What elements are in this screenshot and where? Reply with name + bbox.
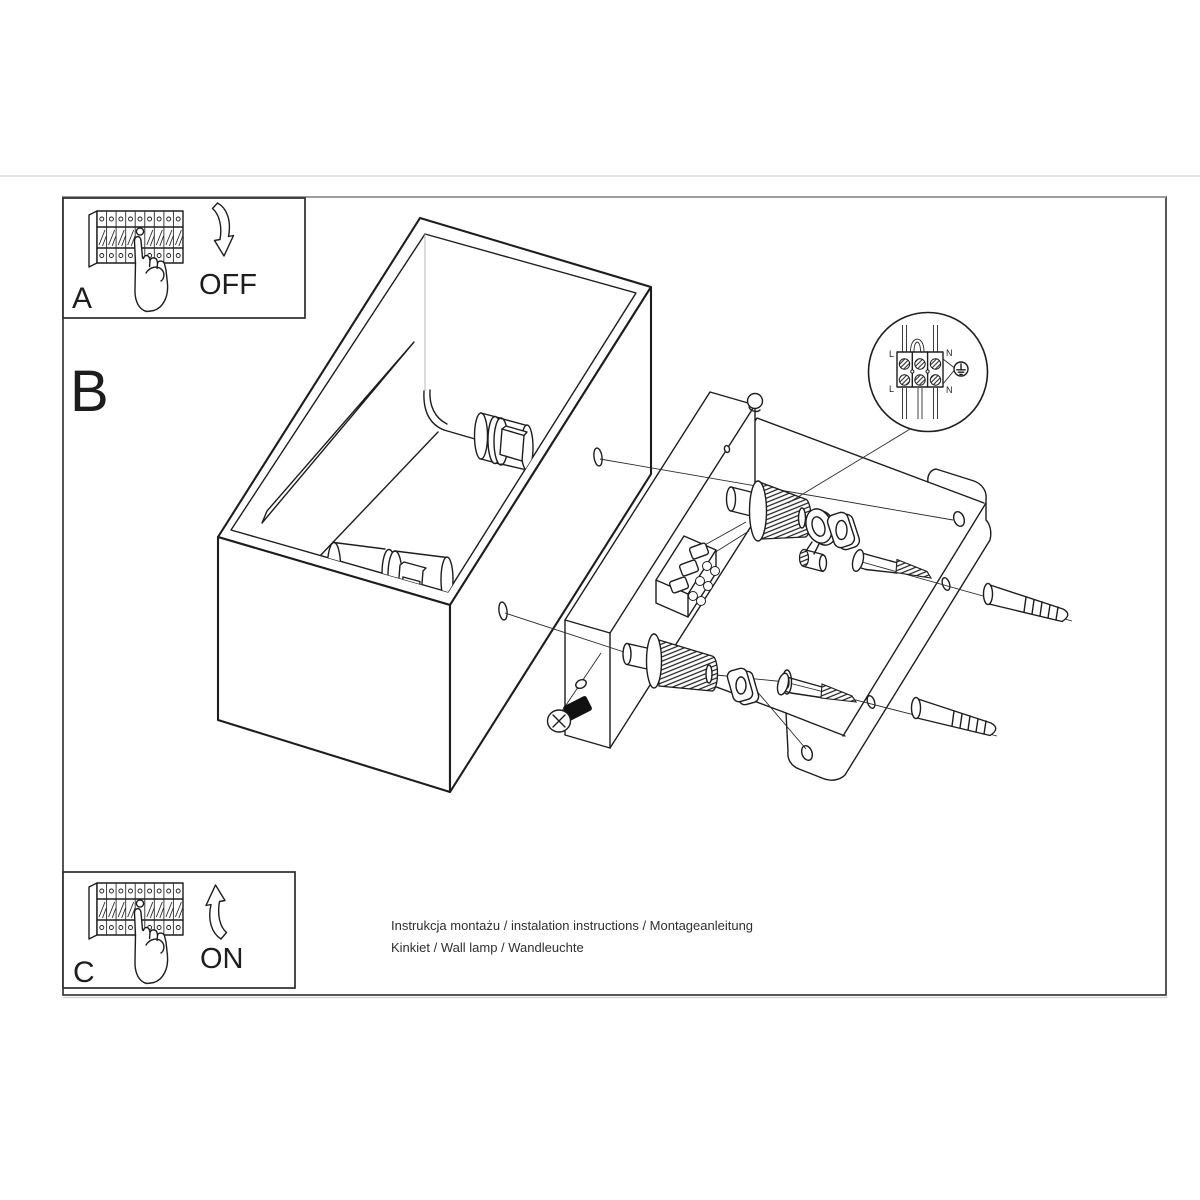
step-c-action: ON bbox=[200, 943, 244, 975]
wall-plug-lower bbox=[912, 698, 996, 736]
step-a-label: A bbox=[72, 282, 93, 315]
step-a-action: OFF bbox=[199, 269, 257, 301]
terminal-label: L bbox=[888, 384, 894, 394]
earth-ground-icon bbox=[954, 362, 968, 376]
terminal-label: L bbox=[888, 349, 894, 359]
caption-line2: Kinkiet / Wall lamp / Wandleuchte bbox=[391, 940, 584, 955]
wiring-detail-callout bbox=[869, 313, 988, 432]
step-c-label: C bbox=[73, 956, 95, 989]
terminal-label: N bbox=[946, 385, 953, 395]
caption-line1: Instrukcja montażu / instalation instructions / Montageanleitung bbox=[391, 918, 754, 933]
exploded-view bbox=[218, 218, 1072, 792]
wall-plug-upper bbox=[984, 584, 1068, 622]
terminal-label: N bbox=[946, 348, 953, 358]
step-b-label: B bbox=[70, 359, 109, 424]
captions bbox=[391, 918, 753, 955]
plate-pin bbox=[748, 394, 763, 409]
